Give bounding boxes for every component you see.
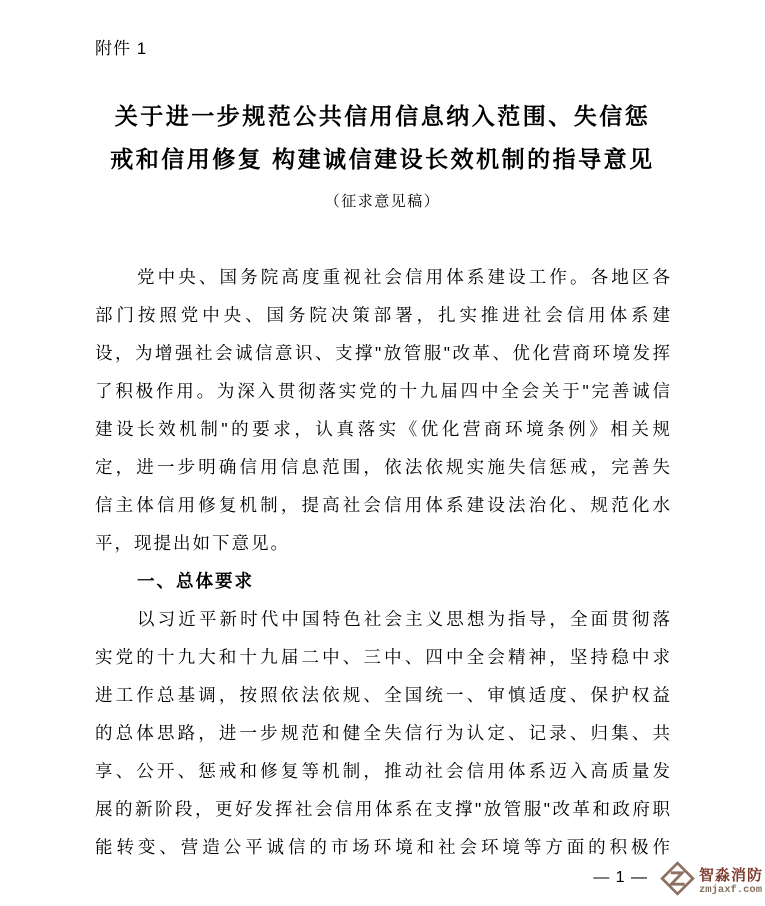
body-line: 了积极作用。为深入贯彻落实党的十九届四中全会关于"完善诚信 [95, 381, 672, 401]
body-line: 信主体信用修复机制，提高社会信用体系建设法治化、规范化水 [95, 495, 672, 515]
watermark-text [699, 867, 763, 896]
watermark-domain: zmjaxf.com [698, 883, 762, 896]
site-watermark [659, 860, 763, 902]
body-line: 党中央、国务院高度重视社会信用体系建设工作。各地区各 [137, 267, 672, 287]
body-line: 进工作总基调，按照依法依规、全国统一、审慎适度、保护权益 [95, 685, 672, 705]
attachment-label: 附件 1 [95, 39, 148, 58]
body-line: 设，为增强社会诚信意识、支撑"放管服"改革、优化营商环境发挥 [95, 343, 672, 363]
document-body [95, 258, 672, 866]
document-subtitle: （征求意见稿） [324, 193, 441, 210]
body-line: 建设长效机制"的要求，认真落实《优化营商环境条例》相关规 [95, 419, 672, 439]
body-line: 的总体思路，进一步规范和健全失信行为认定、记录、归集、共 [95, 723, 672, 743]
body-line: 享、公开、惩戒和修复等机制，推动社会信用体系迈入高质量发 [95, 761, 672, 781]
body-line: 定，进一步明确信用信息范围，依法依规实施失信惩戒，完善失 [95, 457, 672, 477]
body-line: 平，现提出如下意见。 [95, 533, 290, 553]
body-line: 能转变、营造公平诚信的市场环境和社会环境等方面的积极作 [95, 837, 672, 857]
section-heading: 一、总体要求 [137, 571, 254, 591]
body-line: 实党的十九大和十九届二中、三中、四中全会精神，坚持稳中求 [95, 647, 672, 667]
diamond-z-logo-icon [659, 860, 696, 902]
document-title-line1: 关于进一步规范公共信用信息纳入范围、失信惩 [114, 103, 651, 129]
body-line: 展的新阶段，更好发挥社会信用体系在支撑"放管服"改革和政府职 [95, 799, 672, 819]
document-title [60, 95, 705, 181]
body-line: 部门按照党中央、国务院决策部署，扎实推进社会信用体系建 [95, 305, 672, 325]
watermark-brand-name: 智淼消防 [698, 866, 763, 884]
page-number: — 1 — [593, 869, 648, 886]
body-line: 以习近平新时代中国特色社会主义思想为指导，全面贯彻落 [137, 609, 672, 629]
document-title-line2: 戒和信用修复 构建诚信建设长效机制的指导意见 [110, 146, 655, 172]
